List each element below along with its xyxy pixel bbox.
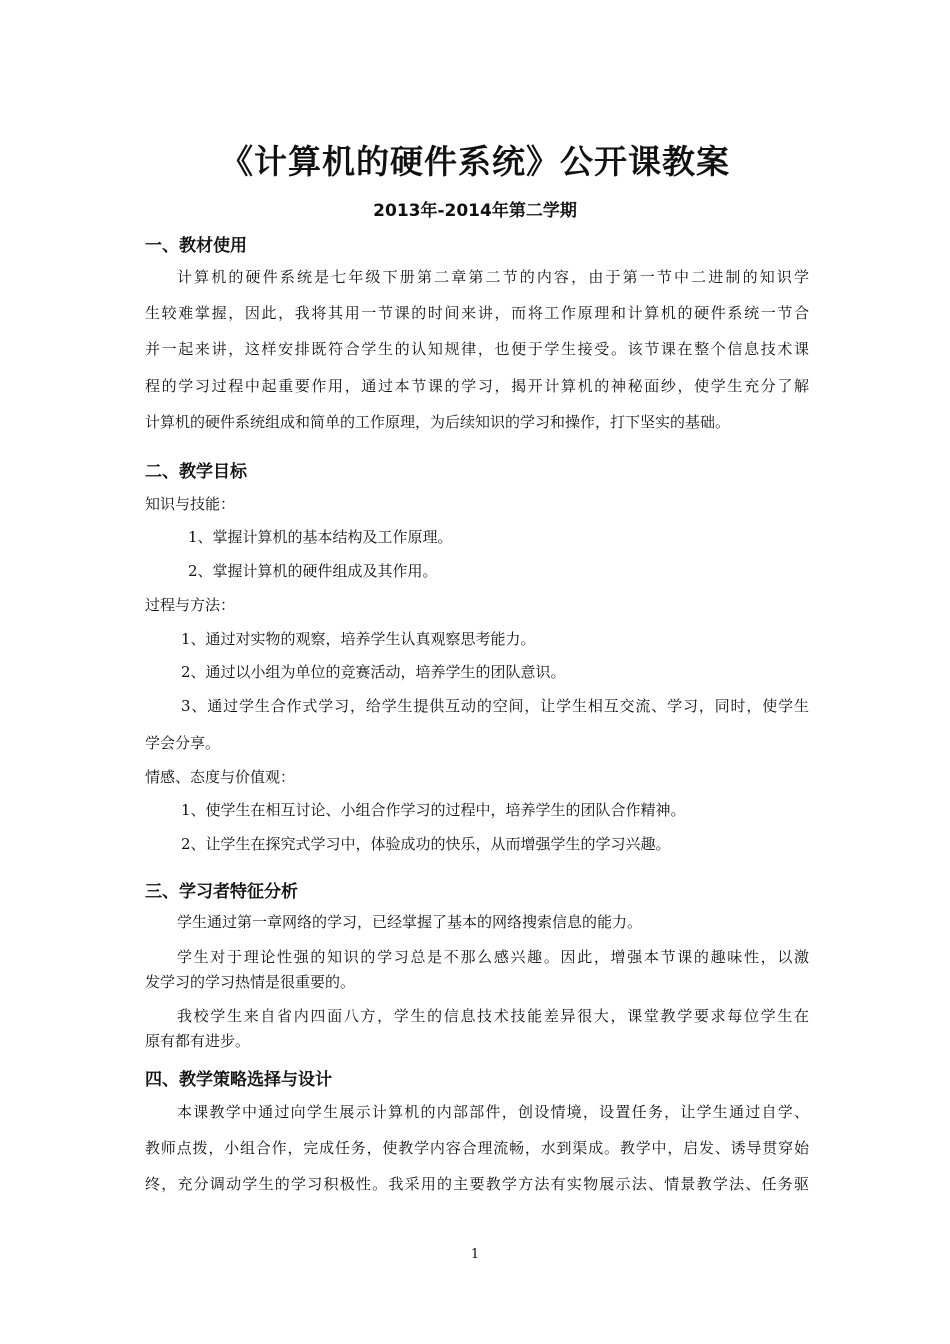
paragraph-line: 终，充分调动学生的学习积极性。我采用的主要教学方法有实物展示法、情景教学法、任务驱 — [145, 1175, 809, 1193]
process-label: 过程与方法： — [145, 596, 236, 614]
section-heading-materials: 一、教材使用 — [145, 236, 247, 256]
paragraph-line: 学生对于理论性强的知识的学习总是不那么感兴趣。因此，增强本节课的趣味性，以激 — [177, 948, 809, 966]
list-item: 2、掌握计算机的硬件组成及其作用。 — [188, 562, 438, 580]
paragraph-line: 原有都有进步。 — [145, 1032, 251, 1050]
emotion-label: 情感、态度与价值观： — [145, 768, 296, 786]
paragraph-line: 计算机的硬件系统是七年级下册第二章第二节的内容，由于第一节中二进制的知识学 — [177, 268, 809, 286]
knowledge-label: 知识与技能： — [145, 495, 236, 513]
section-heading-strategy: 四、教学策略选择与设计 — [145, 1070, 332, 1090]
document-title: 《计算机的硬件系统》公开课教案 — [220, 142, 730, 181]
document-subtitle: 2013年-2014年第二学期 — [373, 201, 577, 221]
list-item: 1、通过对实物的观察，培养学生认真观察思考能力。 — [181, 630, 536, 648]
list-item: 2、通过以小组为单位的竞赛活动，培养学生的团队意识。 — [181, 663, 566, 681]
paragraph-line: 生较难掌握，因此，我将其用一节课的时间来讲，而将工作原理和计算机的硬件系统一节合 — [145, 304, 809, 322]
paragraph-line: 教师点拨，小组合作，完成任务，使教学内容合理流畅，水到渠成。教学中，启发、诱导贯穿始 — [145, 1139, 809, 1157]
list-item: 3、通过学生合作式学习，给学生提供互动的空间，让学生相互交流、学习，同时，使学生 — [181, 697, 809, 715]
list-item: 1、使学生在相互讨论、小组合作学习的过程中，培养学生的团队合作精神。 — [181, 801, 686, 819]
page-number: 1 — [470, 1247, 480, 1262]
paragraph-line: 我校学生来自省内四面八方，学生的信息技术技能差异很大，课堂教学要求每位学生在 — [177, 1007, 809, 1025]
list-item: 1、掌握计算机的基本结构及工作原理。 — [188, 528, 453, 546]
paragraph-line: 并一起来讲，这样安排既符合学生的认知规律，也便于学生接受。该节课在整个信息技术课 — [145, 340, 809, 358]
section-heading-learners: 三、学习者特征分析 — [145, 882, 298, 902]
section-heading-goals: 二、教学目标 — [145, 462, 247, 482]
paragraph-line: 发学习的学习热情是很重要的。 — [145, 973, 356, 991]
list-item-continuation: 学会分享。 — [145, 734, 221, 752]
paragraph-line: 程的学习过程中起重要作用，通过本节课的学习，揭开计算机的神秘面纱，使学生充分了解 — [145, 377, 809, 395]
paragraph-line: 学生通过第一章网络的学习，已经掌握了基本的网络搜索信息的能力。 — [177, 913, 643, 931]
paragraph-line: 计算机的硬件系统组成和简单的工作原理，为后续知识的学习和操作，打下坚实的基础。 — [145, 413, 731, 431]
paragraph-line: 本课教学中通过向学生展示计算机的内部部件，创设情境，设置任务，让学生通过自学、 — [177, 1103, 809, 1121]
list-item: 2、让学生在探究式学习中，体验成功的快乐，从而增强学生的学习兴趣。 — [181, 835, 671, 853]
